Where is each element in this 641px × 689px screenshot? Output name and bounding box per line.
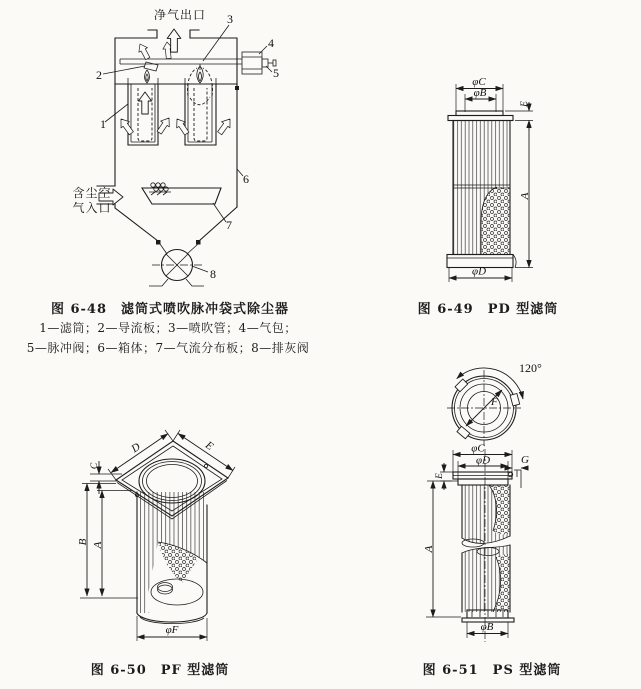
callout-7: 7 xyxy=(226,218,232,232)
callout-5: 5 xyxy=(273,66,279,80)
callout-1: 1 xyxy=(100,117,106,131)
dim-phiB: φB xyxy=(480,621,494,633)
filter-cartridge-right xyxy=(185,84,216,145)
dim-A: A xyxy=(92,541,104,549)
fig-6-48-legend-line2: 5—脉冲阀；6—箱体；7—气流分布板；8—排灰阀 xyxy=(26,341,310,355)
inlet-label-line1: 含尘空 xyxy=(72,186,112,200)
dim-E: E xyxy=(520,101,530,107)
fig-6-49-caption xyxy=(403,298,573,317)
dim-C: C xyxy=(90,462,100,470)
fig-6-50-caption-number: 图 6-50 xyxy=(90,663,147,678)
clean-gas-outlet-label: 净气出口 xyxy=(153,8,207,22)
callout-2: 2 xyxy=(96,68,102,82)
fig-6-51-caption-title: PS 型滤筒 xyxy=(492,663,562,678)
fig-6-51-diagram xyxy=(412,355,572,645)
fig-6-51-caption xyxy=(407,659,577,678)
dim-phiC: φC xyxy=(471,442,485,455)
callout-3: 3 xyxy=(227,12,233,26)
callout-leaders xyxy=(103,25,272,272)
fig-6-48-caption-title: 滤筒式喷吹脉冲袋式除尘器 xyxy=(121,302,290,317)
fig-6-50-caption-title: PF 型滤筒 xyxy=(160,663,230,678)
fig-6-50-caption xyxy=(75,659,245,678)
dim-E: E xyxy=(203,439,216,453)
dim-D: D xyxy=(129,440,143,456)
fig-6-49-caption-number: 图 6-49 xyxy=(417,302,474,317)
gas-flow-arrows xyxy=(99,29,234,205)
fig-6-48-caption xyxy=(20,298,320,317)
inlet-label-line2: 气入口 xyxy=(72,201,112,215)
dim-phiC: φC xyxy=(472,76,486,88)
ps-side-view xyxy=(453,449,521,642)
fig-6-51-caption-number: 图 6-51 xyxy=(422,663,479,678)
dim-angle-120: 120° xyxy=(519,361,542,375)
dim-phiD: φD xyxy=(471,265,487,278)
fig-6-48-diagram xyxy=(0,0,330,300)
deflector-plate xyxy=(144,62,158,71)
fig-6-48-caption-number: 图 6-48 xyxy=(50,302,108,317)
pf-cartridge-body xyxy=(137,492,207,624)
mounting-clips xyxy=(455,379,520,439)
side-clip xyxy=(514,470,521,488)
dim-phiD: φD xyxy=(475,454,491,467)
dim-A: A xyxy=(519,192,531,200)
dim-G: G xyxy=(521,454,529,466)
dim-phiB: φB xyxy=(473,87,487,99)
callout-8: 8 xyxy=(210,267,216,281)
distribution-plate xyxy=(142,183,221,204)
dim-phiF: φF xyxy=(165,624,179,636)
callout-4: 4 xyxy=(268,36,274,50)
pd-cartridge-body xyxy=(447,111,516,268)
dim-E: E xyxy=(435,473,445,479)
callout-6: 6 xyxy=(243,172,249,186)
filter-cartridge-left xyxy=(128,84,158,145)
fig-6-50-diagram xyxy=(70,420,250,655)
ps-top-view xyxy=(447,361,542,446)
fig-6-49-diagram xyxy=(420,60,570,290)
fig-6-48-legend-line1: 1—滤筒；2—导流板；3—喷吹管；4—气包； xyxy=(39,321,297,335)
dim-A: A xyxy=(423,545,435,553)
fig-6-49-caption-title: PD 型滤筒 xyxy=(487,302,559,317)
rotary-discharge-valve xyxy=(149,240,204,286)
dim-B: B xyxy=(77,538,89,546)
dim-F: F xyxy=(491,396,498,408)
